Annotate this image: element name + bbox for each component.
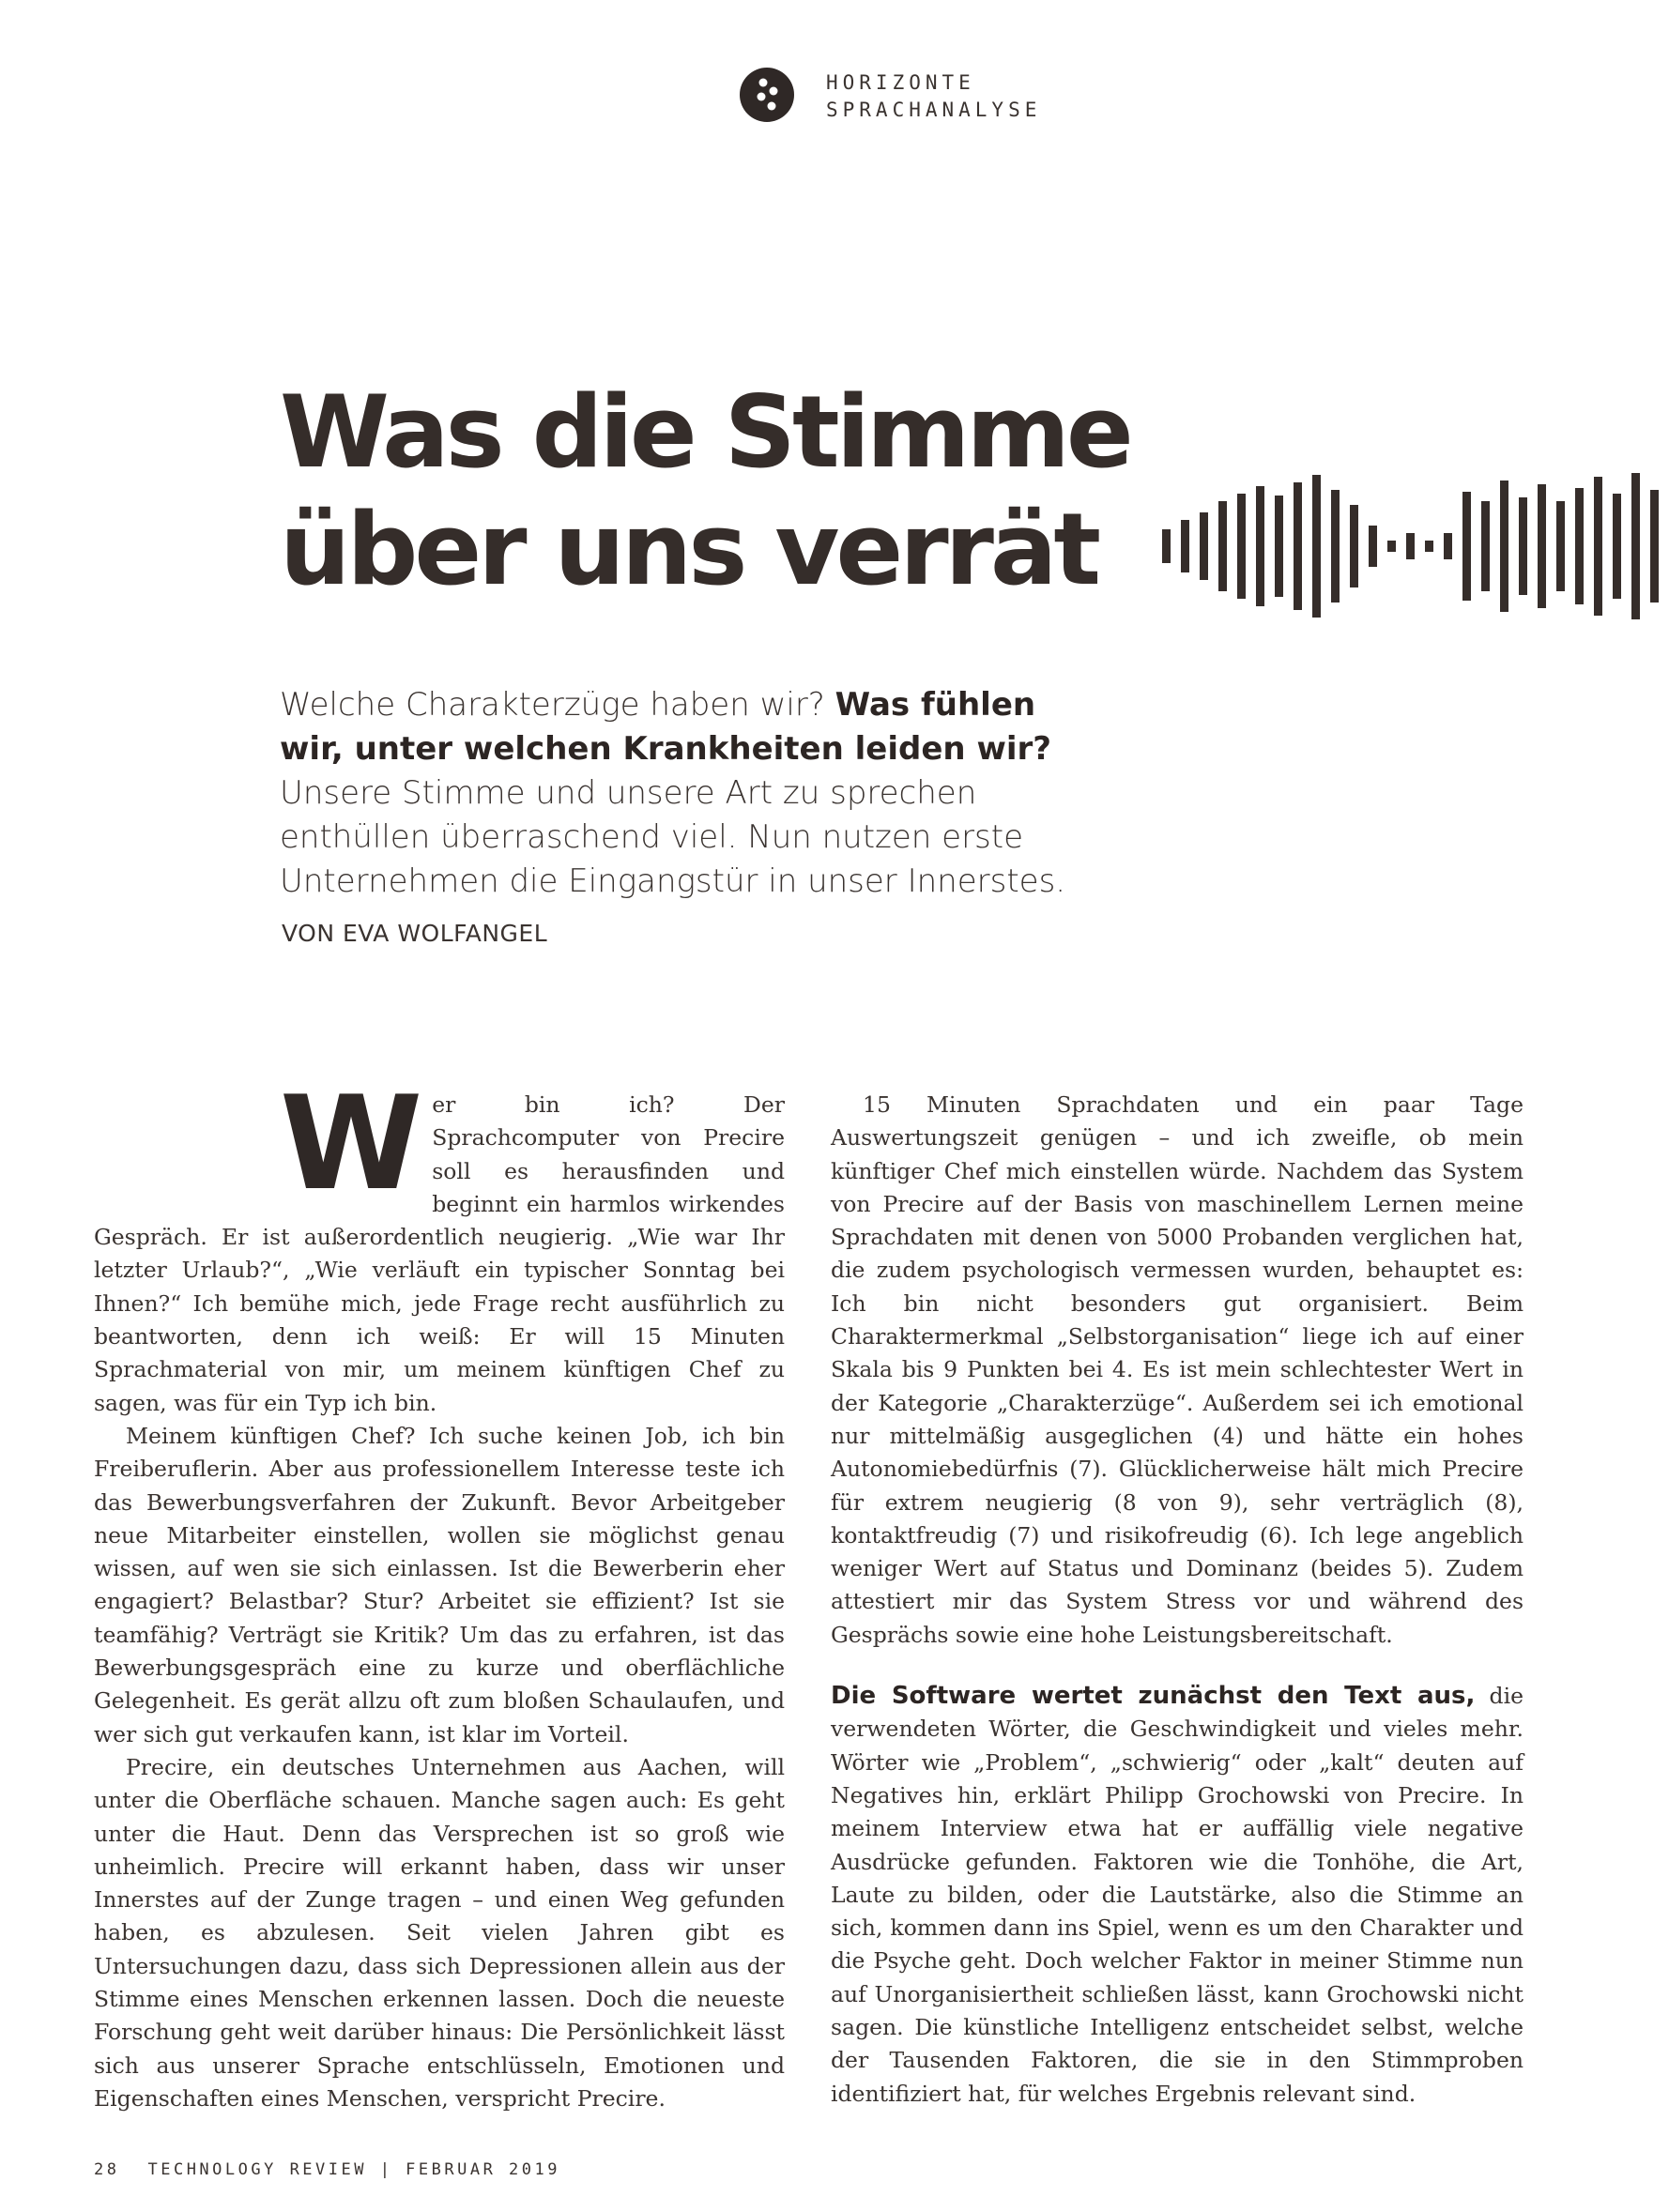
paragraph-text: er bin ich? Der Sprachcomputer von Precire soll es herausfinden und beginnt ein harmlos wirkendes Gespräch. Er ist außerordentlich neugierig. „Wie war Ihr letzter Urlaub?“, „Wie verläuft ein typischer Sonntag bei Ihnen?“ Ich bemühe mich, jede Frage recht ausführlich zu beantworten, denn ich weiß: Er will 15 Minuten Sprachmaterial von mir, um meinem künftigen Chef zu sagen, was für ein Typ ich bin. xyxy=(94,1091,785,1416)
section-label-line2: SPRACHANALYSE xyxy=(826,99,1042,121)
drop-cap: W xyxy=(280,1068,420,1219)
page-footer xyxy=(94,2160,589,2179)
headline-line2: über uns verrät xyxy=(280,492,1098,607)
paragraph-with-subhead xyxy=(831,1680,1524,2111)
article-column-left xyxy=(94,1068,785,2115)
sound-waveform-icon xyxy=(1162,473,1669,623)
paragraph: 15 Minuten Sprachdaten und ein paar Tage Auswertungszeit genügen – und ich zweifle, ob mein künftiger Chef mich einstellen würde. Nachdem das System von Precire auf der Basis von maschinellem Lernen meine Sprachdaten mit denen von 5000 Probanden verglichen hat, die zudem psychologisch vermessen wurden, behauptet es: Ich bin nicht besonders gut organisiert. Beim Charaktermerkmal „Selbstorganisation“ liege ich auf einer Skala bis 9 Punkten bei 4. Es ist mein schlechtester Wert in der Kategorie „Charakterzüge“. Außerdem sei ich emotional nur mittelmäßig ausgeglichen (4) und hätte ein hohes Autonomiebedürfnis (7). Glücklicherweise hält mich Precire für extrem neugierig (8 von 9), sehr verträglich (8), kontaktfreudig (7) und risikofreudig (6). Ich lege angeblich weniger Wert auf Status und Dominanz (beides 5). Zudem attestiert mir das System Stress vor und während des Gesprächs sowie eine hohe Leistungsbereitschaft. xyxy=(831,1091,1524,1648)
headline xyxy=(280,374,1130,608)
page-number: 28 xyxy=(94,2160,120,2179)
paragraph: Precire, ein deutsches Unternehmen aus Aachen, will unter die Oberfläche schauen. Manche sagen auch: Es geht unter die Haut. Denn das Versprechen ist so groß wie unheimlich. Precire will erkannt haben, dass wir unser Innerstes auf der Zunge tragen – und einen Weg gefunden haben, es abzulesen. Seit vielen Jahren gibt es Untersuchungen dazu, dass sich Depressionen allein aus der Stimme eines Menschen erkennen lassen. Doch die neueste Forschung geht weit darüber hinaus: Die Persönlichkeit lässt sich aus unserer Sprache entschlüsseln, Emotionen und Eigenschaften eines Menschen, verspricht Precire. xyxy=(94,1753,785,2112)
section-label-line1: HORIZONTE xyxy=(826,71,975,94)
article-column-right xyxy=(831,1089,1524,2111)
lede-line1-bold: Was fühlen xyxy=(834,686,1036,724)
publication-info: TECHNOLOGY REVIEW | FEBRUAR 2019 xyxy=(147,2160,560,2179)
lede-line1-plain: Welche Charakterzüge haben wir? xyxy=(280,686,825,724)
section-label xyxy=(826,69,1041,124)
lede-line4: enthüllen überraschend viel. Nun nutzen erste xyxy=(280,818,1024,856)
paragraph-text: die verwendeten Wörter, die Geschwindigkeit und vieles mehr. Wörter wie „Problem“, „schwierig“ oder „kalt“ deuten auf Negatives hin, erklärt Philipp Grochowski von Precire. In meinem Interview etwa hat er auffällig viele negative Ausdrücke gefunden. Faktoren wie die Tonhöhe, die Art, Laute zu bilden, oder die Lautstärke, also die Stimme an sich, kommen dann ins Spiel, wenn es um den Charakter und die Psyche geht. Doch welcher Faktor in meiner Stimme nun auf Unorganisiertheit schließen lässt, kann Grochowski nicht sagen. Die künstliche Intelligenz entscheidet selbst, welche der Tausenden Faktoren, die sie in den Stimmproben identifiziert hat, für welches Ergebnis relevant sind. xyxy=(831,1683,1524,2107)
subhead: Die Software wertet zunächst den Text aus, xyxy=(831,1682,1476,1711)
dots-circle-icon xyxy=(740,68,794,122)
lede-line3: Unsere Stimme und unsere Art zu sprechen xyxy=(280,774,977,812)
headline-line1: Was die Stimme xyxy=(280,374,1130,490)
article-lede xyxy=(280,683,1125,904)
paragraph: Meinem künftigen Chef? Ich suche keinen Job, ich bin Freiberuflerin. Aber aus professionellem Interesse teste ich das Bewerbungsverfahren der Zukunft. Bevor Arbeitgeber neue Mitarbeiter einstellen, wollen sie möglichst genau wissen, auf wen sie sich einlassen. Ist die Bewerberin eher engagiert? Belastbar? Stur? Arbeitet sie effizient? Ist sie teamfähig? Verträgt sie Kritik? Um das zu erfahren, ist das Bewerbungsgespräch eine zu kurze und oberflächliche Gelegenheit. Es gerät allzu oft zum bloßen Schaulaufen, und wer sich gut verkaufen kann, ist klar im Vorteil. xyxy=(94,1422,785,1747)
paragraph xyxy=(94,1068,785,1420)
lede-line2-bold: wir, unter welchen Krankheiten leiden wir? xyxy=(280,730,1052,768)
byline: VON EVA WOLFANGEL xyxy=(282,920,548,947)
lede-line5: Unternehmen die Eingangstür in unser Innerstes. xyxy=(280,862,1066,900)
